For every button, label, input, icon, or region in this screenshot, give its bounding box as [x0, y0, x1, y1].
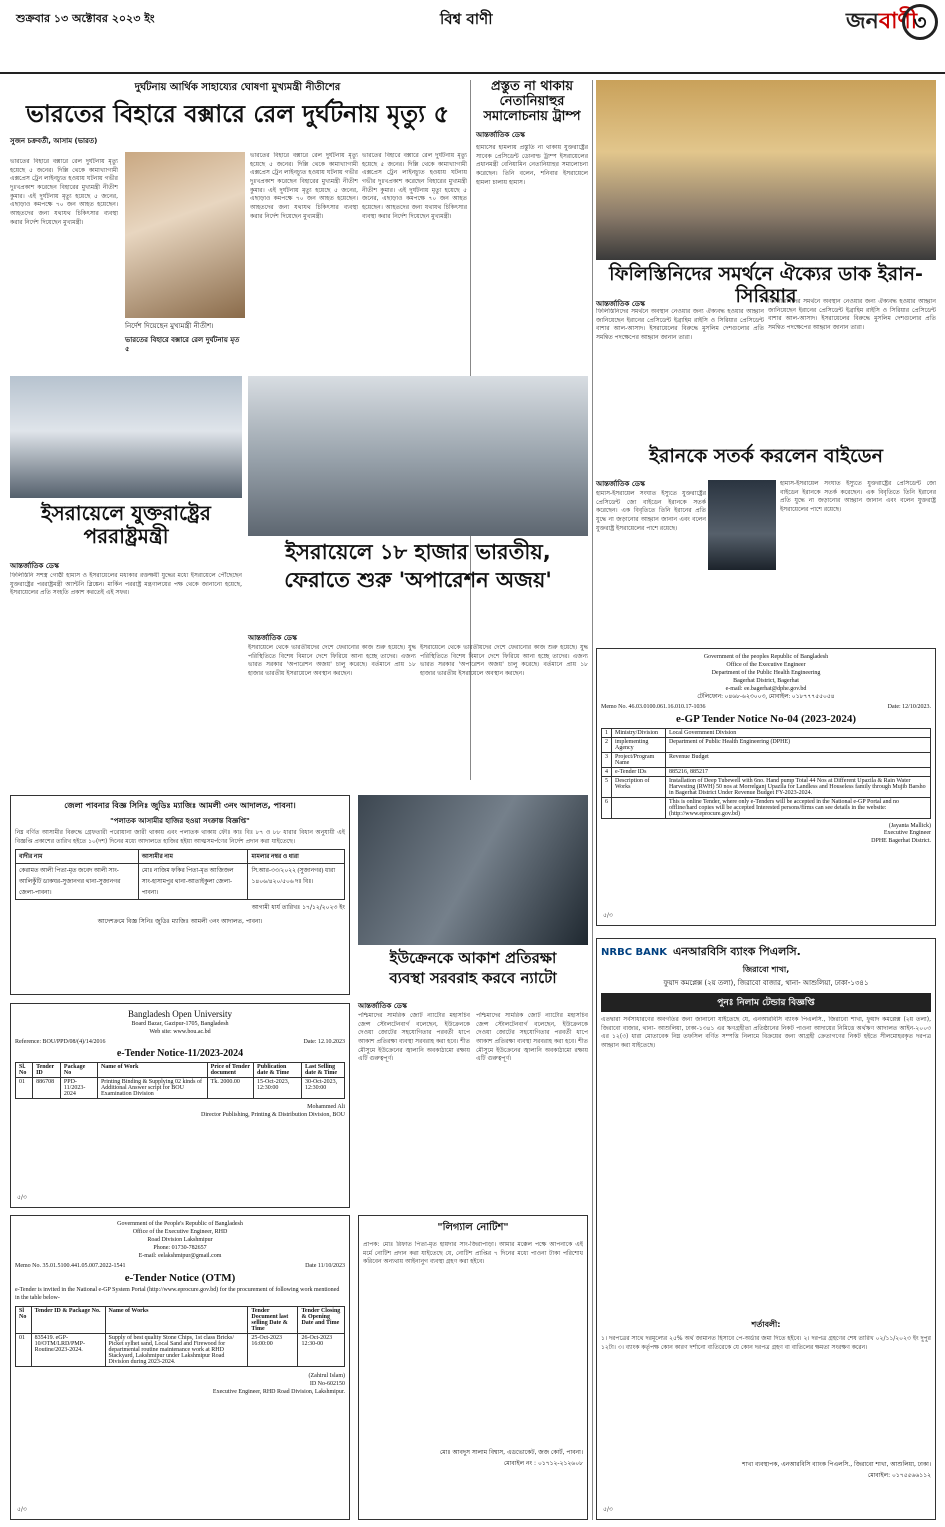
- ad-header: [601, 653, 931, 702]
- court-sign: আদেশক্রমে বিজ্ঞ সিনিঃ জুডিঃ ম্যাজিঃ আমলী ৩নং আদালত, পাবনা।: [97, 918, 263, 926]
- ad-code: ৫/৩: [17, 1194, 27, 1201]
- table-cell: This is online Tender, where only e-Tenders will be accepted in the National e-GP Portal and no offline/hard copies will be accepted Interested persons/firms can see details in the website: (http://www.eprocure.gov.bd): [665, 797, 930, 818]
- story-bihar: [10, 80, 465, 147]
- ad-code: ৫/৩: [603, 912, 613, 919]
- tender-title: e-Tender Notice (OTM): [124, 1272, 236, 1285]
- table-cell: 885216, 885217: [665, 767, 930, 776]
- story-body-col2: পশ্চিমাদের সামরিক জোট ন্যাটোর মহাসচিব জেন্স স্টোলটেনবার্গ বলেছেন, ইউক্রেনকে দেওয়া জোটের সহযোগিতার পরবর্তী ধাপে আকাশ প্রতিরক্ষা ব্যবস্থা সরবরাহ করা হবে। শীত মৌসুমে ইউক্রেনের জ্বালানি অবকাঠামো রক্ষায় এটি গুরুত্বপূর্ণ।: [476, 1012, 588, 1063]
- nrbc-address: ফুয়াদ কমপ্লেক্স (২য় তলা), জিরাবো বাজার, থানা- আশুলিয়া, ঢাকা-১৩৪১: [663, 979, 869, 987]
- legal-sign: মোঃ আবদুস সালাম বিশ্বাস, এডভোকেট, জজ কোর্ট, পাবনা।: [439, 1449, 583, 1456]
- court-title: জেলা পাবনার বিজ্ঞ সিনিঃ জুডিঃ ম্যাজিঃ আমলী ৩নং আদালত, পাবনা।: [64, 801, 296, 810]
- page-header: [0, 0, 945, 74]
- story-headline-1: ইসরায়েলে ১৮ হাজার ভারতীয়,: [285, 540, 551, 564]
- ad-court: [10, 795, 350, 995]
- court-table: [15, 849, 345, 900]
- tender-title: e-Tender Notice-11/2023-2024: [116, 1048, 244, 1060]
- table-cell: Tk. 2000.00: [207, 1078, 253, 1099]
- ad-phone: টেলিফোন: ০৪৬৮-৬২৩০০৩, মোবাইল: ০১৮৭৭৭৫৫০৫৪: [697, 694, 835, 701]
- story-body-col2: ভারতের বিহারে বক্সারে রেল দুর্ঘটনায় মৃত্যু হয়েছে ৫ জনের। দিল্লি থেকে কামাখ্যাগামী এক্সপ্রেস ট্রেন লাইনচ্যুত হওয়ায় ঘটনায় গভীর দুঃখপ্রকাশ করেছেন বিহারের মুখ্যমন্ত্রী নীতীশ কুমার। এই দুর্ঘটনায় মৃত্যু হয়েছে ৫ জনের, এছাড়াও কমপক্ষে ৭০ জন আহত হয়েছেন। আহতদের জন্য যথাযথ চিকিৎসার ব্যবস্থা করার নির্দেশ দিয়েছেন মুখ্যমন্ত্রী।: [250, 152, 358, 220]
- ad-line: Road Division Lakshmipur: [147, 1237, 213, 1244]
- col-header: Tender Document last selling Date & Time: [248, 1307, 298, 1334]
- table-cell: Project/Program Name: [612, 752, 666, 767]
- col-header: Tender ID & Package No.: [31, 1307, 105, 1334]
- terms-title: শর্তাবলী:: [751, 1320, 781, 1329]
- table-cell: 2: [602, 737, 612, 752]
- ref-line: [15, 1039, 345, 1045]
- ad-code: ৫/৩: [603, 1506, 613, 1513]
- table-cell: Printing Binding & Supplying 02 kinds of Additional Answer script for BOU Examination Division: [97, 1078, 207, 1099]
- story-byline: আন্তর্জাতিক ডেস্ক: [248, 634, 297, 642]
- signature-block: [15, 1373, 345, 1396]
- nrbc-name: এনআরবিসি ব্যাংক পিএলসি.: [673, 945, 801, 958]
- story-headline: ইরানকে সতর্ক করলেন বাইডেন: [649, 445, 883, 467]
- memo-date: Date 11/10/2023: [305, 1263, 345, 1270]
- table-cell: মোঃ নাজিম ফকির পিতা-মৃত আজিজল সাং-হাসামপুর থানা-আতাইকুলা জেলা-পাবনা।: [138, 864, 248, 900]
- col-header: Sl No: [16, 1307, 32, 1334]
- col-header: Last Selling date & Time: [301, 1063, 344, 1078]
- table-row: [602, 776, 931, 797]
- sign-name: (Zahirul Islam): [308, 1373, 345, 1380]
- story-body-col2: হামাস-ইসরায়েল সংঘাত ইস্যুতে যুক্তরাষ্ট্রের প্রেসিডেন্ট জো বাইডেন ইরানকে সতর্ক করেছেন। এক বিবৃতিতে তিনি ইরানের প্রতি যুদ্ধে না জড়ানোর আহ্বান জানান এবং বলেন যুক্তরাষ্ট্র ইসরায়েলের পাশে রয়েছে।: [780, 480, 936, 514]
- ad-nrbc: [596, 938, 936, 1520]
- memo-line: [15, 1263, 345, 1269]
- biden-photo: [708, 480, 776, 570]
- bou-org: Bangladesh Open University: [128, 1009, 232, 1019]
- story-body: ফিলিস্তিনি সশস্ত্র গোষ্ঠী হামাস ও ইসরায়েলের মধ্যকার রক্তক্ষয়ী যুদ্ধের মধ্যে ইসরায়েলে পৌঁছেছেন যুক্তরাষ্ট্রের পররাষ্ট্রমন্ত্রী অ্যান্টনি ব্লিঙ্কেন। মার্কিন পররাষ্ট্র মন্ত্রণালয়ের পক্ষ থেকে জানানো হয়েছে, ইসরায়েলের প্রতি সংহতি প্রকাশ করতেই এই সফর।: [10, 572, 242, 597]
- table-cell: 30-Oct-2023, 12:30:00: [301, 1078, 344, 1099]
- tender-table: [15, 1062, 345, 1099]
- logo-part-a: জন: [846, 9, 879, 34]
- table-cell: 886708: [33, 1078, 61, 1099]
- story-body: ভারতের বিহারে বক্সারে রেল দুর্ঘটনায় মৃত্যু হয়েছে ৫ জনের। দিল্লি থেকে কামাখ্যাগামী এক্সপ্রেস ট্রেন লাইনচ্যুত হওয়ায় ঘটনায় গভীর দুঃখপ্রকাশ করেছেন বিহারের মুখ্যমন্ত্রী নীতীশ কুমার। এই দুর্ঘটনায় মৃত্যু হয়েছে ৫ জনের, এছাড়াও কমপক্ষে ৭০ জন আহত হয়েছেন। আহতদের জন্য যথাযথ চিকিৎসার ব্যবস্থা করার নির্দেশ দিয়েছেন মুখ্যমন্ত্রী।: [10, 158, 118, 226]
- table-cell: Department of Public Health Engineering (DPHE): [665, 737, 930, 752]
- col-header: Name of Works: [105, 1307, 248, 1334]
- story-body: ইসরায়েলে থেকে ভারতীয়দের দেশে ফেরানোর কাজ শুরু হয়েছে। যুদ্ধ পরিস্থিতিতে বিশেষ বিমানে দেশে ফিরিয়ে আনা হচ্ছে তাদের। এজন্য ভারত সরকার 'অপারেশন অজয়' চালু করেছে। বর্তমানে প্রায় ১৮ হাজার ভারতীয় ইসরায়েলে অবস্থান করছেন।: [248, 644, 416, 678]
- story-body-col3: ভারতের বিহারে বক্সারে রেল দুর্ঘটনায় মৃত্যু হয়েছে ৫ জনের। দিল্লি থেকে কামাখ্যাগামী এক্সপ্রেস ট্রেন লাইনচ্যুত হওয়ায় ঘটনায় গভীর দুঃখপ্রকাশ করেছেন বিহারের মুখ্যমন্ত্রী নীতীশ কুমার। এই দুর্ঘটনায় মৃত্যু হয়েছে ৫ জনের, এছাড়াও কমপক্ষে ৭০ জন আহত হয়েছেন। আহতদের জন্য যথাযথ চিকিৎসার ব্যবস্থা করার নির্দেশ দিয়েছেন মুখ্যমন্ত্রী।: [362, 152, 467, 220]
- col-header: Price of Tender document: [207, 1063, 253, 1078]
- tender-title: e-GP Tender Notice No-04 (2023-2024): [675, 712, 857, 725]
- nrbc-body: এতদ্বারা সর্বসাধারণের অবগতির জন্য জানানো যাইতেছে যে, এনআরবিসি ব্যাংক পিএলসি., জিরাবো শাখা, ফুয়াদ কমপ্লেক্স (২য় তলা), জিরাবো বাজার, থানা- আশুলিয়া, ঢাকা-১৩৪১ এর ঋণগ্রহীতা প্রতিষ্ঠানের নিকট পাওনা আদায়ের নিমিত্তে অর্থঋণ আদালত আইন-২০০৩ এর ১২(৩) ধারা মোতাবেক নিম্ন তফসিল বর্ণিত সম্পত্তি নিলামে বিক্রয়ের জন্য আগ্রহী ক্রেতাগণের নিকট হইতে সীলমোহরকৃত দরপত্র আহ্বান করা যাইতেছে।: [601, 1016, 931, 1050]
- iran-syria-photo: [596, 80, 936, 260]
- memo-no: Memo No. 35.01.5100.441.05.007.2022-1541: [15, 1263, 126, 1270]
- nrbc-branch: জিরাবো শাখা,: [742, 965, 790, 974]
- sign-name: Mohammed Ali: [307, 1104, 345, 1111]
- table-cell: 26-Oct-2023 12:30-00: [298, 1334, 345, 1367]
- tender-table: [15, 1306, 345, 1367]
- ad-email: e-mail: ee.bagerhat@dphe.gov.bd: [725, 686, 807, 693]
- issue-date: শুক্রবার ১৩ অক্টোবর ২০২৩ ইং: [16, 12, 155, 25]
- legal-title: "লিগ্যাল নোটিশ": [437, 1222, 509, 1233]
- story-byline: আন্তর্জাতিক ডেস্ক: [476, 130, 525, 139]
- table-cell: Local Government Division: [665, 728, 930, 737]
- story-kicker: দুর্ঘটনায় আর্থিক সাহায্যের ঘোষণা মুখ্যমন্ত্রী নীতীশের: [134, 82, 341, 93]
- terms-body: ১। দরপত্রের সাথে দরমূল্যের ২৫% অর্থ জামানত হিসাবে পে-অর্ডার জমা দিতে হইবে। ২। দরপত্র গ্রহণের শেষ তারিখ ০২/১১/২০২৩ ইং দুপুর ১২টা। ৩। ব্যাংক কর্তৃপক্ষ কোন কারণ দর্শানো ব্যতিরেকে যে কোন দরপত্র গ্রহণ বা বাতিলের ক্ষমতা সংরক্ষণ করেন।: [601, 1335, 931, 1351]
- table-cell: [612, 797, 666, 818]
- table-cell: implementing Agency: [612, 737, 666, 752]
- table-cell: 6: [602, 797, 612, 818]
- story-body-col2: ফিলিস্তিনিদের সমর্থনে অবস্থান নেওয়ার জন্য ঐক্যবদ্ধ হওয়ার আহ্বান জানিয়েছেন ইরানের প্রেসিডেন্ট ইব্রাহিম রাইসি ও সিরিয়ার প্রেসিডেন্ট বাশার আল-আসাদ। ইসরায়েলের বিরুদ্ধে মুসলিম দেশগুলোর প্রতি সমন্বিত পদক্ষেপের আহ্বান জানান তারা।: [768, 298, 936, 332]
- table-cell: সি.আর-৩৩/২০২২ (সুজানগর) ধারা ১৪০৬/৪২০/৫০৬ দঃ বিঃ।: [248, 864, 345, 900]
- page-number: ৩: [902, 4, 938, 40]
- airport-photo: [248, 376, 588, 536]
- table-cell: PPD-11/2023-2024: [60, 1078, 97, 1099]
- nitish-photo: [125, 152, 245, 318]
- story-headline: ইসরায়েলে যুক্তরাষ্ট্রের পররাষ্ট্রমন্ত্রী: [41, 501, 211, 548]
- col-header: মামলার নম্বর ও ধারা: [248, 850, 345, 864]
- table-cell: Description of Works: [612, 776, 666, 797]
- story-headline: প্রস্তুত না থাকায় নেতানিয়াহুর সমালোচনায় ট্রাম্প: [483, 79, 581, 124]
- ref-date: Date: 12.10.2023: [303, 1039, 345, 1046]
- table-row: [602, 767, 931, 776]
- photo-caption: নির্দেশ দিয়েছেন মুখ্যমন্ত্রী নীতীশ।: [125, 322, 214, 330]
- section-title: বিশ্ব বাণী: [440, 10, 493, 28]
- col-header: আসামীর নাম: [138, 850, 248, 864]
- ad-email: E-mail: eelakshmipur@gmail.com: [138, 1253, 222, 1260]
- table-cell: 1: [602, 728, 612, 737]
- nrbc-logo: NRBC BANK: [601, 947, 667, 958]
- story-byline: সুজন চক্রবর্তী, আসাম (ভারত): [10, 136, 98, 145]
- table-cell: 15-Oct-2023, 12:30:00: [254, 1078, 302, 1099]
- ad-header: [15, 1220, 345, 1260]
- signature-block: [601, 823, 931, 846]
- table-row: [602, 728, 931, 737]
- column-rule: [592, 80, 593, 1520]
- memo-no: Memo No. 46.03.0100.061.16.010.17-1036: [601, 703, 706, 710]
- ad-code: ৫/৩: [17, 1506, 27, 1513]
- nrbc-sign: শাখা ব্যবস্থাপক, এনআরবিসি ব্যাংক পিএলসি., জিরাবো শাখা, আশুলিয়া, ঢাকা।: [742, 1461, 931, 1468]
- legal-body: প্রাপক: মোঃ রিফাত পিতা-মৃত হায়দার সাং-জিরাপাড়া। আমার মক্কেল পক্ষে আপনাকে এই মর্মে নোটিশ প্রদান করা যাইতেছে যে, নোটিশ প্রাপ্তির ৭ দিনের মধ্যে পাওনা টাকা পরিশোধ করিবেন অন্যথায় আইনানুগ ব্যবস্থা গ্রহণ করা হইবে।: [363, 1241, 583, 1266]
- table-cell: 3: [602, 752, 612, 767]
- sign-title: Executive Engineer: [883, 830, 931, 837]
- table-cell: Revenue Budget: [665, 752, 930, 767]
- bou-web: Web site: www.bou.ac.bd: [149, 1029, 211, 1036]
- sign-title: Director Publishing, Printing & Distribution Division, BOU: [200, 1112, 345, 1119]
- tender-table: [601, 728, 931, 819]
- table-cell: e-Tender IDs: [612, 767, 666, 776]
- ad-line: Office of the Executive Engineer: [726, 662, 806, 669]
- table-row: [602, 737, 931, 752]
- story-headline-2: ফেরাতে শুরু 'অপারেশন অজয়': [284, 568, 552, 592]
- signature-block: [15, 1104, 345, 1120]
- table-cell: 01: [16, 1334, 32, 1367]
- nrbc-header: [601, 943, 931, 962]
- table-cell: 4: [602, 767, 612, 776]
- table-cell: Ministry/Division: [612, 728, 666, 737]
- sign-name: (Jayanta Mallick): [888, 822, 931, 829]
- legal-phone: মোবাইল নং : ০১৭১২-২১২৬০৮: [503, 1460, 583, 1467]
- table-cell: 25-Oct-2023 16:00:00: [248, 1334, 298, 1367]
- ad-rhd: [10, 1215, 350, 1520]
- table-cell: 835419. eGP-10/OTM/LRD/PMP-Routine/2023-2024.: [31, 1334, 105, 1367]
- story-byline: আন্তর্জাতিক ডেস্ক: [596, 300, 645, 308]
- story-body: ফিলিস্তিনিদের সমর্থনে অবস্থান নেওয়ার জন্য ঐক্যবদ্ধ হওয়ার আহ্বান জানিয়েছেন ইরানের প্রেসিডেন্ট ইব্রাহিম রাইসি ও সিরিয়ার প্রেসিডেন্ট বাশার আল-আসাদ। ইসরায়েলের বিরুদ্ধে মুসলিম দেশগুলোর প্রতি সমন্বিত পদক্ষেপের আহ্বান জানান তারা।: [596, 308, 764, 342]
- ad-line: Bagerhat District, Bagerhat: [733, 678, 799, 685]
- photo-subcaption: ভারতের বিহারে বক্সারে রেল দুর্ঘটনায় মৃত ৫: [125, 336, 240, 354]
- court-intro: নিম্ন বর্ণিত আসামীর বিরুদ্ধে গ্রেফতারী পরোয়ানা জারী থাকায় এবং পলাতক থাকায় ফৌঃ কাঃ বিঃ ৮৭ ও ৮৮ ধারার বিধান অনুযায়ী এই বিজ্ঞপ্তি প্রকাশের তারিখ হইতে ১০(দশ) দিনের মধ্যে আদালতে হাজির হইয়া আত্মসমর্পণের নির্দেশ প্রদান করা যাইতেছে।: [15, 829, 345, 845]
- ad-legal: [358, 1215, 588, 1520]
- ad-line: Government of the People's Republic of Bangladesh: [117, 1221, 243, 1227]
- story-headline: ভারতের বিহারে বক্সারে রেল দুর্ঘটনায় মৃত্যু ৫: [25, 100, 450, 128]
- logo-part-b: বাণী: [878, 9, 918, 34]
- story-body: হামাস-ইসরায়েল সংঘাত ইস্যুতে যুক্তরাষ্ট্রের প্রেসিডেন্ট জো বাইডেন ইরানকে সতর্ক করেছেন। এক বিবৃতিতে তিনি ইরানের প্রতি যুদ্ধে না জড়ানোর আহ্বান জানান এবং বলেন যুক্তরাষ্ট্র ইসরায়েলের পাশে রয়েছে।: [596, 490, 706, 532]
- story-headline: ফিলিস্তিনিদের সমর্থনে ঐক্যের ডাক ইরান-সিরিয়ার: [609, 263, 923, 307]
- sign-org: DPHE Bagerhat District.: [871, 838, 931, 845]
- ad-line: Government of the peoples Republic of Bangladesh: [703, 654, 829, 660]
- table-cell: 01: [16, 1078, 33, 1099]
- story-byline: আন্তর্জাতিক ডেস্ক: [596, 480, 645, 488]
- table-row: [602, 797, 931, 818]
- blinken-photo: [10, 376, 242, 498]
- ad-phone: Phone: 01730-782657: [153, 1245, 207, 1252]
- col-header: Package No: [60, 1063, 97, 1078]
- story-body: পশ্চিমাদের সামরিক জোট ন্যাটোর মহাসচিব জেন্স স্টোলটেনবার্গ বলেছেন, ইউক্রেনকে দেওয়া জোটের সহযোগিতার পরবর্তী ধাপে আকাশ প্রতিরক্ষা ব্যবস্থা সরবরাহ করা হবে। শীত মৌসুমে ইউক্রেনের জ্বালানি অবকাঠামো রক্ষায় এটি গুরুত্বপূর্ণ।: [358, 1012, 470, 1063]
- col-header: বাদীর নাম: [16, 850, 139, 864]
- col-header: Tender Closing & Opening Date and Time: [298, 1307, 345, 1334]
- next-date: আগামী ধার্য তারিখঃ ১৭/১২/২০২৩ ইং: [251, 904, 345, 912]
- col-header: Publication date & Time: [254, 1063, 302, 1078]
- memo-line: [601, 704, 931, 710]
- story-trump: [476, 80, 588, 364]
- nrbc-phone: মোবাইল: ০১৭৫৫৬৬১১২: [867, 1472, 931, 1479]
- sign-id: ID No-602150: [309, 1380, 345, 1387]
- table-row: [602, 752, 931, 767]
- col-header: Sl. No: [16, 1063, 33, 1078]
- story-byline: আন্তর্জাতিক ডেস্ক: [10, 562, 59, 570]
- memo-date: Date: 12/10/2023.: [887, 703, 931, 710]
- nrbc-title: পুনঃ নিলাম টেন্ডার বিজ্ঞপ্তি: [601, 993, 931, 1012]
- story-byline: আন্তর্জাতিক ডেস্ক: [358, 1002, 407, 1010]
- bou-addr: Board Bazar, Gazipur-1705, Bangladesh: [131, 1021, 229, 1028]
- nato-photo: [358, 795, 588, 945]
- tender-intro: e-Tender is invited in the National e-GP System Portal (http://www.eprocure.gov.bd) for the procurement of following work mentioned in the table below-: [15, 1287, 340, 1302]
- table-cell: Installation of Deep Tubewell with 6no. Hand pump Total 44 Nos at Different Upazila & Rain Water Harvesting (RWH) 50 nos at Morrelganj Upazila for Landless and Houseless family through Mujib Barsho in Bagerhat District Under Revenue Budget FY-2023-2024.: [665, 776, 930, 797]
- sign-title: Executive Engineer, RHD Road Division, Lakshmipur.: [212, 1388, 345, 1395]
- ad-line: Office of the Executive Engineer, RHD: [132, 1229, 228, 1236]
- ad-dphe: [596, 648, 936, 926]
- table-cell: 5: [602, 776, 612, 797]
- ad-bou: [10, 1003, 350, 1208]
- ref-no: Reference: BOU/PPD/08/(4)/14/2016: [15, 1039, 106, 1046]
- table-cell: কেরামত আলী পিতা-মৃত জবেদ আলী সাং-আলিকুঁটি ডাকঘর-সুজানগর থানা-সুজানগর জেলা-পাবনা।: [16, 864, 139, 900]
- table-cell: Supply of best quality Stone Chips, 1st class Bricks/ Picket sylhet sand, Local Sand and Firewood for departmental routine maintenance work at RHD Stackyard, Lakshmipur under Lakshmipur Road Division during 2023-2024.: [105, 1334, 248, 1367]
- ad-line: Department of the Public Health Engineering: [711, 670, 821, 677]
- story-headline-2: ব্যবস্থা সরবরাহ করবে ন্যাটো: [389, 969, 557, 987]
- story-headline-1: ইউক্রেনকে আকাশ প্রতিরক্ষা: [389, 949, 557, 967]
- court-subtitle: "পলাতক আসামীর হাজির হওয়া সংক্রান্ত বিজ্ঞপ্তি": [110, 817, 250, 825]
- story-body-col2: ইসরায়েলে থেকে ভারতীয়দের দেশে ফেরানোর কাজ শুরু হয়েছে। যুদ্ধ পরিস্থিতিতে বিশেষ বিমানে দেশে ফিরিয়ে আনা হচ্ছে তাদের। এজন্য ভারত সরকার 'অপারেশন অজয়' চালু করেছে। বর্তমানে প্রায় ১৮ হাজার ভারতীয় ইসরায়েলে অবস্থান করছেন।: [420, 644, 588, 678]
- col-header: Name of Work: [97, 1063, 207, 1078]
- story-body: হামাসের হামলায় প্রস্তুতি না থাকায় যুক্তরাষ্ট্রের সাবেক প্রেসিডেন্ট ডোনাল্ড ট্রাম্প ইসরায়েলের প্রধানমন্ত্রী বেনিয়ামিন নেতানিয়াহুর সমালোচনা করেছেন। তিনি বলেন, শনিবার ইসরায়েলে হামলা চালায় হামাস।: [476, 143, 588, 186]
- col-header: Tender ID: [33, 1063, 61, 1078]
